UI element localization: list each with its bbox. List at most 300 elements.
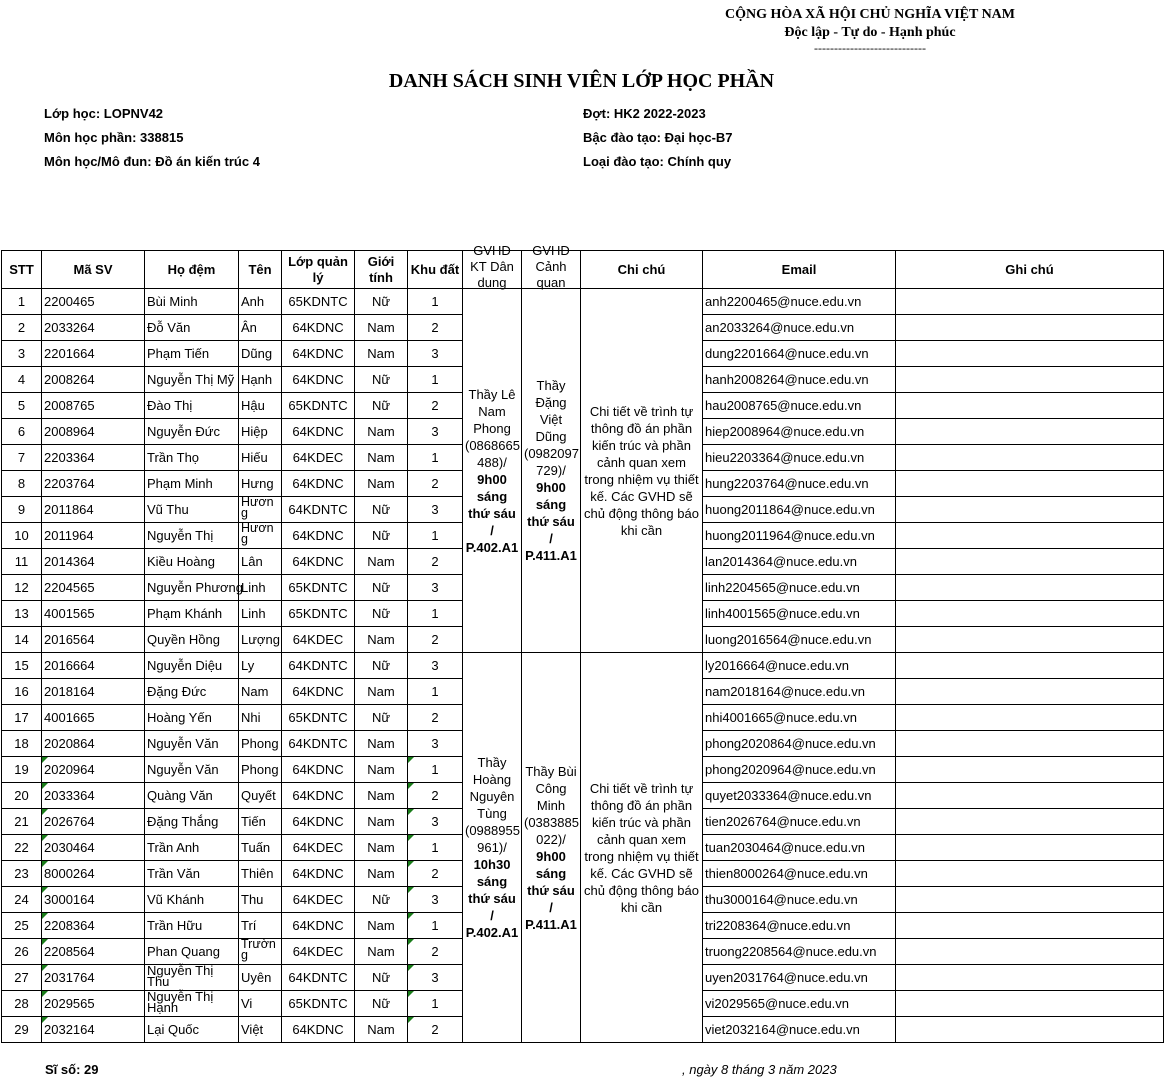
cell-ma-sv: 2020864: [42, 731, 145, 757]
cell-khu-dat: 2: [408, 783, 463, 809]
cell-ma-sv: 2008264: [42, 367, 145, 393]
cell-khu-dat: 2: [408, 705, 463, 731]
cell-ghi-chu[interactable]: [896, 549, 1164, 575]
gvhd-cq-cell: [522, 289, 581, 653]
cell-ma-sv: 2008964: [42, 419, 145, 445]
cell-khu-dat: 1: [408, 757, 463, 783]
cell-ho-dem: Trần Hữu: [145, 913, 239, 939]
cell-ho-dem: Hoàng Yến: [145, 705, 239, 731]
cell-ten: Dũng: [239, 341, 282, 367]
cell-ten: Nam: [239, 679, 282, 705]
cell-khu-dat: 3: [408, 809, 463, 835]
cell-ghi-chu[interactable]: [896, 991, 1164, 1017]
national-header: [690, 6, 1050, 54]
cell-ma-sv: 2020964: [42, 757, 145, 783]
cell-ho-dem: Phan Quang: [145, 939, 239, 965]
cell-stt: 1: [2, 289, 42, 315]
cell-ten: Anh: [239, 289, 282, 315]
col-gvhd-kt-label: GVHD KT Dân dụng: [470, 243, 514, 290]
cell-ghi-chu[interactable]: [896, 419, 1164, 445]
cell-ten: Phong: [239, 757, 282, 783]
cell-ho-dem: Trần Thọ: [145, 445, 239, 471]
cell-lop: 64KDNTC: [282, 497, 355, 523]
cell-email: huong2011964@nuce.edu.vn: [703, 523, 896, 549]
cell-stt: 29: [2, 1017, 42, 1043]
cell-gioi-tinh: Nam: [355, 341, 408, 367]
cell-stt: 8: [2, 471, 42, 497]
cell-khu-dat: 2: [408, 1017, 463, 1043]
cell-stt: 12: [2, 575, 42, 601]
cell-gioi-tinh: Nam: [355, 1017, 408, 1043]
cell-ma-sv: 2016564: [42, 627, 145, 653]
cell-stt: 2: [2, 315, 42, 341]
page-title: DANH SÁCH SINH VIÊN LỚP HỌC PHẦN: [388, 70, 775, 92]
gvhd-kt-cell: [463, 653, 522, 1043]
cell-lop: 65KDNTC: [282, 991, 355, 1017]
cell-ma-sv: 2026764: [42, 809, 145, 835]
cell-lop: 64KDNC: [282, 549, 355, 575]
cell-gioi-tinh: Nữ: [355, 289, 408, 315]
cell-ten: Ân: [239, 315, 282, 341]
cell-khu-dat: 2: [408, 939, 463, 965]
cell-email: tri2208364@nuce.edu.vn: [703, 913, 896, 939]
cell-email: thu3000164@nuce.edu.vn: [703, 887, 896, 913]
cell-stt: 20: [2, 783, 42, 809]
cell-email: tuan2030464@nuce.edu.vn: [703, 835, 896, 861]
cell-email: hanh2008264@nuce.edu.vn: [703, 367, 896, 393]
cell-email: phong2020864@nuce.edu.vn: [703, 731, 896, 757]
header-divider: ----------------------------: [814, 41, 926, 55]
cell-khu-dat: 1: [408, 367, 463, 393]
cell-gioi-tinh: Nam: [355, 419, 408, 445]
cell-gioi-tinh: Nữ: [355, 367, 408, 393]
cell-ghi-chu[interactable]: [896, 679, 1164, 705]
col-ten: Tên: [239, 251, 282, 289]
cell-khu-dat: 3: [408, 575, 463, 601]
cell-ten: Việt: [239, 1017, 282, 1043]
cell-stt: 26: [2, 939, 42, 965]
cell-ma-sv: 2016664: [42, 653, 145, 679]
cell-ghi-chu[interactable]: [896, 861, 1164, 887]
meta-lop-hoc: Lớp học: LOPNV42: [44, 106, 164, 121]
cell-ma-sv: 2011964: [42, 523, 145, 549]
cell-ma-sv: 4001565: [42, 601, 145, 627]
cell-ghi-chu[interactable]: [896, 393, 1164, 419]
chi-chu-cell: Chi tiết về trình tự thông đồ án phần kiến trúc và phần cảnh quan xem trong nhiệm vụ thiết kế. Các GVHD sẽ chủ động thông báo khi cần: [581, 289, 703, 653]
cell-ho-dem: Bùi Minh: [145, 289, 239, 315]
cell-ten: Hươn g: [239, 523, 282, 549]
cell-ghi-chu[interactable]: [896, 575, 1164, 601]
cell-ghi-chu[interactable]: [896, 315, 1164, 341]
cell-khu-dat: 3: [408, 731, 463, 757]
cell-ho-dem: Nguyễn Thị Mỹ: [145, 367, 239, 393]
cell-email: truong2208564@nuce.edu.vn: [703, 939, 896, 965]
cell-lop: 64KDNTC: [282, 731, 355, 757]
cell-email: vi2029565@nuce.edu.vn: [703, 991, 896, 1017]
cell-ho-dem: Đặng Đức: [145, 679, 239, 705]
gvhd-cq-time: 9h00 sáng thứ sáu / P.411.A1: [525, 848, 577, 932]
cell-gioi-tinh: Nam: [355, 757, 408, 783]
cell-khu-dat: 2: [408, 549, 463, 575]
cell-ma-sv: 2018164: [42, 679, 145, 705]
cell-ma-sv: 2204565: [42, 575, 145, 601]
cell-gioi-tinh: Nữ: [355, 497, 408, 523]
col-ma-sv: Mã SV: [42, 251, 145, 289]
cell-ghi-chu[interactable]: [896, 341, 1164, 367]
cell-ho-dem: Nguyễn Thị Thu: [145, 965, 239, 991]
cell-ghi-chu[interactable]: [896, 887, 1164, 913]
cell-ghi-chu[interactable]: [896, 627, 1164, 653]
cell-ten: Hưng: [239, 471, 282, 497]
cell-stt: 24: [2, 887, 42, 913]
cell-ten: Hươn g: [239, 497, 282, 523]
cell-lop: 64KDNC: [282, 523, 355, 549]
cell-ghi-chu[interactable]: [896, 497, 1164, 523]
cell-ho-dem: Phạm Tiến: [145, 341, 239, 367]
cell-ten: Thiên: [239, 861, 282, 887]
cell-ten: Uyên: [239, 965, 282, 991]
cell-lop: 64KDEC: [282, 445, 355, 471]
cell-ghi-chu[interactable]: [896, 757, 1164, 783]
gvhd-kt-time: 9h00 sáng thứ sáu / P.402.A1: [465, 471, 519, 555]
cell-gioi-tinh: Nam: [355, 835, 408, 861]
cell-ho-dem: Nguyễn Phương: [145, 575, 239, 601]
cell-lop: 64KDNC: [282, 679, 355, 705]
table-row: [2, 289, 1164, 315]
cell-gioi-tinh: Nam: [355, 809, 408, 835]
cell-lop: 64KDEC: [282, 835, 355, 861]
cell-ho-dem: Phạm Khánh: [145, 601, 239, 627]
cell-ten: Vi: [239, 991, 282, 1017]
cell-stt: 27: [2, 965, 42, 991]
cell-stt: 25: [2, 913, 42, 939]
cell-email: huong2011864@nuce.edu.vn: [703, 497, 896, 523]
cell-khu-dat: 3: [408, 887, 463, 913]
cell-ma-sv: 2203764: [42, 471, 145, 497]
col-ghi-chu: Ghi chú: [896, 251, 1164, 289]
cell-ghi-chu[interactable]: [896, 913, 1164, 939]
gvhd-kt-cell: [463, 289, 522, 653]
cell-gioi-tinh: Nam: [355, 783, 408, 809]
col-lop: Lớp quản lý: [282, 251, 355, 289]
cell-ten: Linh: [239, 601, 282, 627]
cell-lop: 64KDNTC: [282, 653, 355, 679]
cell-ten: Trườn g: [239, 939, 282, 965]
cell-ma-sv: 2011864: [42, 497, 145, 523]
cell-ma-sv: 2030464: [42, 835, 145, 861]
col-email: Email: [703, 251, 896, 289]
cell-gioi-tinh: Nam: [355, 913, 408, 939]
cell-email: nam2018164@nuce.edu.vn: [703, 679, 896, 705]
cell-stt: 5: [2, 393, 42, 419]
cell-ten: Phong: [239, 731, 282, 757]
cell-stt: 13: [2, 601, 42, 627]
cell-stt: 14: [2, 627, 42, 653]
cell-stt: 9: [2, 497, 42, 523]
cell-ma-sv: 2031764: [42, 965, 145, 991]
cell-ghi-chu[interactable]: [896, 523, 1164, 549]
cell-khu-dat: 1: [408, 523, 463, 549]
cell-ten: Thu: [239, 887, 282, 913]
col-khu-dat: Khu đất: [408, 251, 463, 289]
cell-gioi-tinh: Nam: [355, 315, 408, 341]
cell-ma-sv: 2201664: [42, 341, 145, 367]
gvhd-cq-name: Thầy Bùi Công Minh (0383885 022)/: [524, 763, 579, 847]
student-table: [1, 243, 1164, 1043]
cell-ghi-chu[interactable]: [896, 445, 1164, 471]
cell-email: hiep2008964@nuce.edu.vn: [703, 419, 896, 445]
cell-ten: Tiến: [239, 809, 282, 835]
cell-lop: 65KDNTC: [282, 393, 355, 419]
cell-ten: Quyết: [239, 783, 282, 809]
cell-gioi-tinh: Nữ: [355, 653, 408, 679]
cell-gioi-tinh: Nam: [355, 627, 408, 653]
cell-gioi-tinh: Nữ: [355, 705, 408, 731]
gvhd-kt-name: Thầy Lê Nam Phong (0868665 488)/: [465, 386, 520, 470]
cell-ho-dem: Nguyễn Thị: [145, 523, 239, 549]
cell-khu-dat: 1: [408, 445, 463, 471]
cell-ma-sv: 2200465: [42, 289, 145, 315]
cell-ten: Ly: [239, 653, 282, 679]
cell-ghi-chu[interactable]: [896, 367, 1164, 393]
cell-ten: Hiếu: [239, 445, 282, 471]
cell-ghi-chu[interactable]: [896, 939, 1164, 965]
cell-lop: 64KDNC: [282, 367, 355, 393]
cell-lop: 64KDNC: [282, 341, 355, 367]
cell-email: quyet2033364@nuce.edu.vn: [703, 783, 896, 809]
cell-ghi-chu[interactable]: [896, 601, 1164, 627]
cell-stt: 10: [2, 523, 42, 549]
cell-email: linh2204565@nuce.edu.vn: [703, 575, 896, 601]
meta-loai-dao-tao: Loại đào tạo: Chính quy: [583, 154, 732, 169]
cell-khu-dat: 3: [408, 419, 463, 445]
cell-khu-dat: 3: [408, 341, 463, 367]
cell-gioi-tinh: Nữ: [355, 965, 408, 991]
cell-ghi-chu[interactable]: [896, 653, 1164, 679]
cell-ho-dem: Phạm Minh: [145, 471, 239, 497]
cell-email: dung2201664@nuce.edu.vn: [703, 341, 896, 367]
col-stt: STT: [2, 251, 42, 289]
meta-left: [44, 102, 260, 174]
cell-ho-dem: Trần Văn: [145, 861, 239, 887]
cell-ghi-chu[interactable]: [896, 783, 1164, 809]
cell-khu-dat: 1: [408, 991, 463, 1017]
cell-ho-dem: Nguyễn Thị Hạnh: [145, 991, 239, 1017]
meta-mon-hoc: Môn học/Mô đun: Đồ án kiến trúc 4: [44, 154, 260, 169]
cell-email: viet2032164@nuce.edu.vn: [703, 1017, 896, 1043]
cell-stt: 15: [2, 653, 42, 679]
cell-khu-dat: 2: [408, 393, 463, 419]
cell-ma-sv: 2014364: [42, 549, 145, 575]
cell-gioi-tinh: Nam: [355, 549, 408, 575]
cell-stt: 18: [2, 731, 42, 757]
cell-stt: 21: [2, 809, 42, 835]
cell-gioi-tinh: Nữ: [355, 887, 408, 913]
cell-khu-dat: 2: [408, 471, 463, 497]
cell-khu-dat: 2: [408, 627, 463, 653]
cell-khu-dat: 3: [408, 653, 463, 679]
cell-ma-sv: 2032164: [42, 1017, 145, 1043]
cell-ghi-chu[interactable]: [896, 809, 1164, 835]
col-gvhd-cq-label: GVHD Cảnh quan: [532, 243, 570, 290]
si-so: Sĩ số: 29: [45, 1062, 99, 1077]
cell-ma-sv: 8000264: [42, 861, 145, 887]
cell-khu-dat: 2: [408, 861, 463, 887]
cell-email: tien2026764@nuce.edu.vn: [703, 809, 896, 835]
cell-gioi-tinh: Nam: [355, 679, 408, 705]
meta-bac-dao-tao: Bậc đào tạo: Đại học-B7: [583, 130, 733, 145]
cell-ghi-chu[interactable]: [896, 471, 1164, 497]
cell-ma-sv: 2033364: [42, 783, 145, 809]
cell-lop: 64KDNC: [282, 809, 355, 835]
cell-lop: 65KDNTC: [282, 705, 355, 731]
cell-ten: Lân: [239, 549, 282, 575]
cell-gioi-tinh: Nữ: [355, 575, 408, 601]
cell-khu-dat: 1: [408, 679, 463, 705]
cell-lop: 64KDNC: [282, 861, 355, 887]
cell-ho-dem: Lại Quốc: [145, 1017, 239, 1043]
cell-gioi-tinh: Nam: [355, 939, 408, 965]
cell-ghi-chu[interactable]: [896, 705, 1164, 731]
cell-stt: 11: [2, 549, 42, 575]
cell-gioi-tinh: Nam: [355, 471, 408, 497]
cell-gioi-tinh: Nữ: [355, 393, 408, 419]
cell-lop: 64KDNC: [282, 471, 355, 497]
cell-stt: 4: [2, 367, 42, 393]
cell-stt: 7: [2, 445, 42, 471]
cell-gioi-tinh: Nữ: [355, 991, 408, 1017]
cell-ten: Hậu: [239, 393, 282, 419]
cell-ma-sv: 2029565: [42, 991, 145, 1017]
cell-ten: Lượng: [239, 627, 282, 653]
cell-lop: 64KDNTC: [282, 965, 355, 991]
cell-ho-dem: Nguyễn Diệu: [145, 653, 239, 679]
cell-ma-sv: 2033264: [42, 315, 145, 341]
cell-ho-dem: Nguyễn Đức: [145, 419, 239, 445]
cell-ho-dem: Trần Anh: [145, 835, 239, 861]
meta-mon-hoc-phan: Môn học phần: 338815: [44, 130, 184, 145]
cell-ma-sv: 3000164: [42, 887, 145, 913]
cell-email: linh4001565@nuce.edu.vn: [703, 601, 896, 627]
cell-ghi-chu[interactable]: [896, 1017, 1164, 1043]
cell-ten: Trí: [239, 913, 282, 939]
cell-ghi-chu[interactable]: [896, 965, 1164, 991]
cell-lop: 64KDNC: [282, 315, 355, 341]
cell-stt: 6: [2, 419, 42, 445]
col-ho-dem: Họ đệm: [145, 251, 239, 289]
chi-chu-cell: Chi tiết về trình tự thông đồ án phần kiến trúc và phần cảnh quan xem trong nhiệm vụ thiết kế. Các GVHD sẽ chủ động thông báo khi cần: [581, 653, 703, 1043]
cell-lop: 64KDEC: [282, 887, 355, 913]
cell-khu-dat: 1: [408, 835, 463, 861]
cell-email: luong2016564@nuce.edu.vn: [703, 627, 896, 653]
cell-ten: Hiệp: [239, 419, 282, 445]
cell-gioi-tinh: Nữ: [355, 523, 408, 549]
cell-khu-dat: 3: [408, 965, 463, 991]
table-header-row: [2, 251, 1164, 289]
cell-email: nhi4001665@nuce.edu.vn: [703, 705, 896, 731]
cell-gioi-tinh: Nam: [355, 731, 408, 757]
cell-lop: 64KDEC: [282, 939, 355, 965]
cell-lop: 64KDNC: [282, 1017, 355, 1043]
col-gvhd-kt: [463, 243, 522, 290]
cell-ho-dem: Nguyễn Văn: [145, 731, 239, 757]
cell-ma-sv: 2208564: [42, 939, 145, 965]
cell-ho-dem: Vũ Khánh: [145, 887, 239, 913]
cell-lop: 65KDNTC: [282, 289, 355, 315]
cell-ma-sv: 2203364: [42, 445, 145, 471]
table-body: [2, 289, 1164, 1043]
cell-khu-dat: 1: [408, 601, 463, 627]
cell-email: an2033264@nuce.edu.vn: [703, 315, 896, 341]
cell-ma-sv: 4001665: [42, 705, 145, 731]
cell-stt: 28: [2, 991, 42, 1017]
cell-lop: 64KDNC: [282, 913, 355, 939]
cell-lop: 65KDNTC: [282, 601, 355, 627]
cell-email: thien8000264@nuce.edu.vn: [703, 861, 896, 887]
cell-khu-dat: 1: [408, 913, 463, 939]
cell-stt: 19: [2, 757, 42, 783]
sign-date: , ngày 8 tháng 3 năm 2023: [682, 1062, 837, 1077]
cell-ho-dem: Đỗ Văn: [145, 315, 239, 341]
gvhd-cq-cell: [522, 653, 581, 1043]
meta-right: [583, 102, 733, 174]
cell-khu-dat: 2: [408, 315, 463, 341]
nation-name: CỘNG HÒA XÃ HỘI CHỦ NGHĨA VIỆT NAM: [724, 7, 1015, 22]
cell-lop: 64KDNC: [282, 783, 355, 809]
cell-email: ly2016664@nuce.edu.vn: [703, 653, 896, 679]
col-gioi-tinh: Giới tính: [355, 251, 408, 289]
meta-dot: Đợt: HK2 2022-2023: [583, 106, 706, 121]
cell-stt: 17: [2, 705, 42, 731]
col-chi-chu: Chi chú: [581, 251, 703, 289]
cell-lop: 64KDNC: [282, 757, 355, 783]
gvhd-cq-name: Thầy Đặng Việt Dũng (0982097 729)/: [524, 378, 579, 478]
cell-ho-dem: Đặng Thắng: [145, 809, 239, 835]
cell-lop: 64KDNC: [282, 419, 355, 445]
cell-email: phong2020964@nuce.edu.vn: [703, 757, 896, 783]
cell-stt: 16: [2, 679, 42, 705]
cell-email: hau2008765@nuce.edu.vn: [703, 393, 896, 419]
cell-email: hieu2203364@nuce.edu.vn: [703, 445, 896, 471]
gvhd-kt-time: 10h30 sáng thứ sáu / P.402.A1: [465, 857, 519, 940]
cell-ten: Tuấn: [239, 835, 282, 861]
cell-stt: 3: [2, 341, 42, 367]
cell-khu-dat: 1: [408, 289, 463, 315]
cell-gioi-tinh: Nam: [355, 861, 408, 887]
cell-ma-sv: 2208364: [42, 913, 145, 939]
cell-ho-dem: Nguyễn Văn: [145, 757, 239, 783]
cell-ho-dem: Quyền Hồng: [145, 627, 239, 653]
cell-gioi-tinh: Nam: [355, 445, 408, 471]
cell-ho-dem: Kiều Hoàng: [145, 549, 239, 575]
cell-lop: 64KDEC: [282, 627, 355, 653]
cell-ten: Linh: [239, 575, 282, 601]
col-gvhd-cq: [522, 243, 581, 290]
cell-email: lan2014364@nuce.edu.vn: [703, 549, 896, 575]
cell-ghi-chu[interactable]: [896, 289, 1164, 315]
cell-email: hung2203764@nuce.edu.vn: [703, 471, 896, 497]
cell-stt: 23: [2, 861, 42, 887]
cell-khu-dat: 3: [408, 497, 463, 523]
cell-ho-dem: Đào Thị: [145, 393, 239, 419]
cell-email: uyen2031764@nuce.edu.vn: [703, 965, 896, 991]
cell-ghi-chu[interactable]: [896, 731, 1164, 757]
cell-ho-dem: Vũ Thu: [145, 497, 239, 523]
cell-gioi-tinh: Nữ: [355, 601, 408, 627]
gvhd-cq-time: 9h00 sáng thứ sáu / P.411.A1: [525, 480, 577, 563]
motto: Độc lập - Tự do - Hạnh phúc: [784, 25, 956, 40]
cell-ghi-chu[interactable]: [896, 835, 1164, 861]
